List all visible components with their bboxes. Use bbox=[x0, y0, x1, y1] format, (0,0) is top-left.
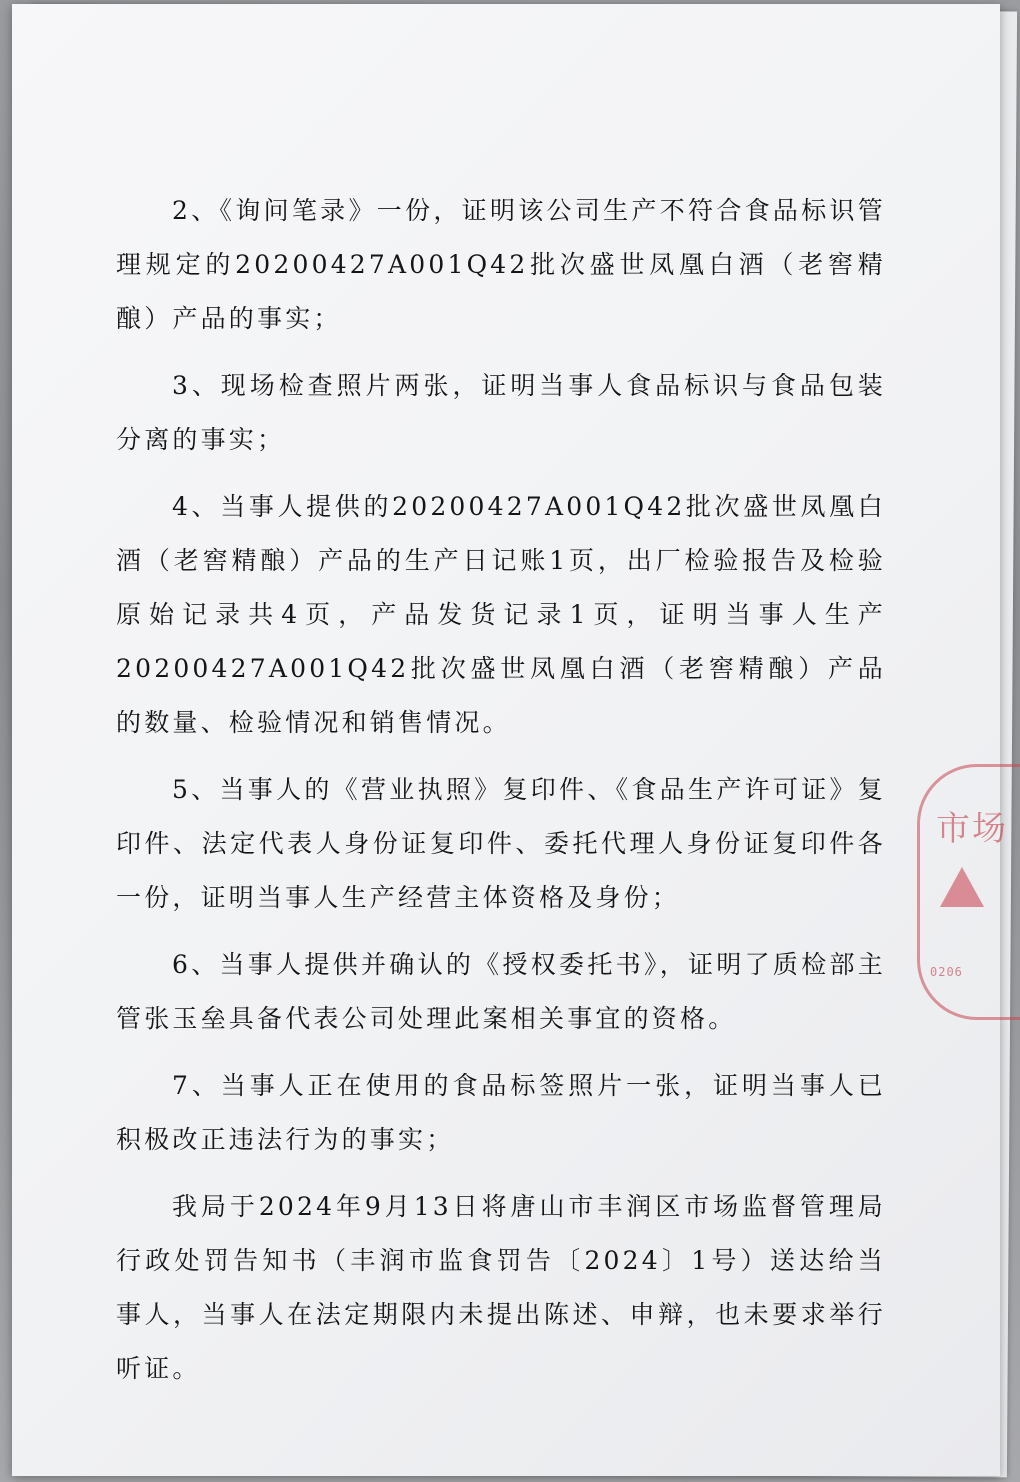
seal-number: 0206 bbox=[930, 965, 963, 979]
evidence-item-4: 4、当事人提供的20200427A001Q42批次盛世凤凰白酒（老窖精酿）产品的生产日记账1页，出厂检验报告及检验原始记录共4页，产品发货记录1页，证明当事人生产20200427A001Q42批次盛世凤凰白酒（老窖精酿）产品的数量、检验情况和销售情况。 bbox=[116, 492, 886, 737]
evidence-item-2: 2、《询问笔录》一份，证明该公司生产不符合食品标识管理规定的20200427A001Q42批次盛世凤凰白酒（老窖精酿）产品的事实； bbox=[116, 196, 886, 333]
evidence-item-3: 3、现场检查照片两张，证明当事人食品标识与食品包装分离的事实； bbox=[116, 371, 886, 454]
evidence-item-6: 6、当事人提供并确认的《授权委托书》，证明了质检部主管张玉垒具备代表公司处理此案相关事宜的资格。 bbox=[116, 950, 886, 1033]
notice-delivery-paragraph: 我局于2024年9月13日将唐山市丰润区市场监督管理局行政处罚告知书（丰润市监食罚告〔2024〕1号）送达给当事人，当事人在法定期限内未提出陈述、申辩，也未要求举行听证。 bbox=[116, 1192, 886, 1383]
evidence-item-7: 7、当事人正在使用的食品标签照片一张，证明当事人已积极改正违法行为的事实； bbox=[116, 1071, 886, 1154]
seal-star-icon bbox=[940, 867, 984, 907]
official-seal-stamp bbox=[917, 764, 1020, 1020]
document-body bbox=[116, 184, 886, 1409]
evidence-item-5: 5、当事人的《营业执照》复印件、《食品生产许可证》复印件、法定代表人身份证复印件、委托代理人身份证复印件各一份，证明当事人生产经营主体资格及身份； bbox=[116, 775, 886, 912]
document-page bbox=[12, 4, 1008, 1476]
seal-text: 市场 bbox=[936, 809, 1008, 849]
